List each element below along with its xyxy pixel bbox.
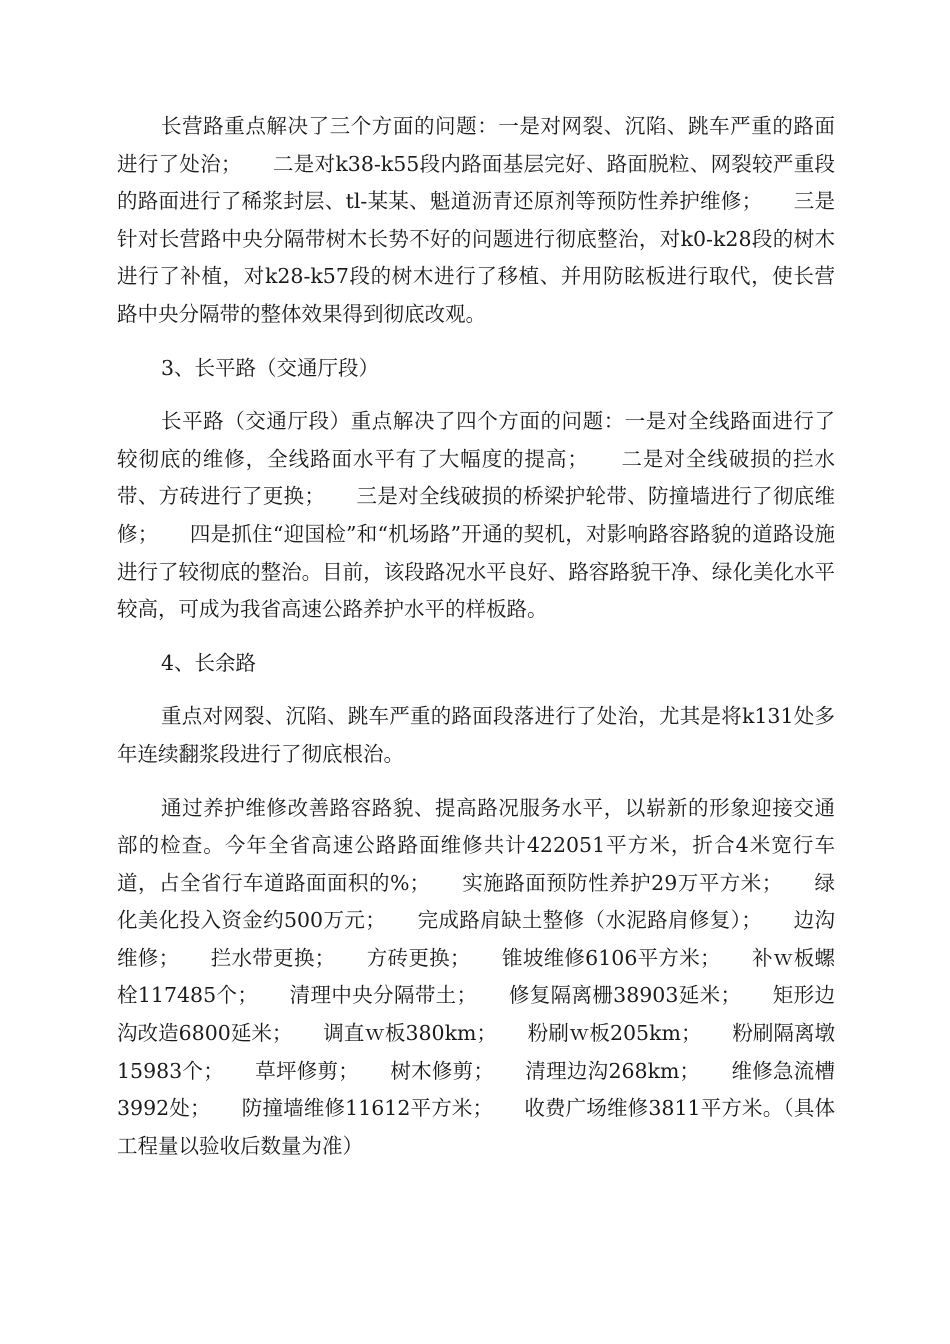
paragraph-changping-road: 长平路（交通厅段）重点解决了四个方面的问题：一是对全线路面进行了较彻底的维修，全线路面水平有了大幅度的提高； 二是对全线破损的拦水带、方砖进行了更换； 三是对全线破损的桥梁护轮带、防撞墙进行了彻底维修； 四是抓住“迎国检”和“机场路”开通的契机，对影响路容路貌的道路设施进行了较彻底的整治。目前，该段路况水平良好、路容路貌干净、绿化美化水平较高，可成为我省高速公路养护水平的样板路。 [117,409,835,622]
section-heading-changyu-road: 4、长余路 [161,650,257,675]
document-body [117,108,835,1181]
paragraph-maintenance-summary: 通过养护维修改善路容路貌、提高路况服务水平，以崭新的形象迎接交通部的检查。今年全省高速公路路面维修共计422051平方米，折合4米宽行车道，占全省行车道路面面积的%； 实施路面预防性养护29万平方米； 绿化美化投入资金约500万元； 完成路肩缺土整修（水泥路肩修复）； 边沟维修； 拦水带更换； 方砖更换； 锥坡维修6106平方米； 补ｗ板螺栓117485个； 清理中央分隔带土； 修复隔离栅38903延米； 矩形边沟改造6800延米； 调直ｗ板380km； 粉刷ｗ板205km； 粉刷隔离墩15983个； 草坪修剪； 树木修剪； 清理边沟268km； 维修急流槽3992处； 防撞墙维修11612平方米； 收费广场维修3811平方米。（具体工程量以验收后数量为准） [117,795,835,1158]
paragraph-changyu-road: 重点对网裂、沉陷、跳车严重的路面段落进行了处治，尤其是将k131处多年连续翻浆段进行了彻底根治。 [117,704,835,766]
section-heading-changping-road: 3、长平路（交通厅段） [161,355,380,380]
paragraph-changying-road: 长营路重点解决了三个方面的问题：一是对网裂、沉陷、跳车严重的路面进行了处治； 二是对k38-k55段内路面基层完好、路面脱粒、网裂较严重段的路面进行了稀浆封层、tl-某某、魁道沥青还原剂等预防性养护维修； 三是针对长营路中央分隔带树木长势不好的问题进行彻底整治，对k0-k28段的树木进行了补植，对k28-k57段的树木进行了移植、并用防眩板进行取代，使长营路中央分隔带的整体效果得到彻底改观。 [117,114,835,326]
